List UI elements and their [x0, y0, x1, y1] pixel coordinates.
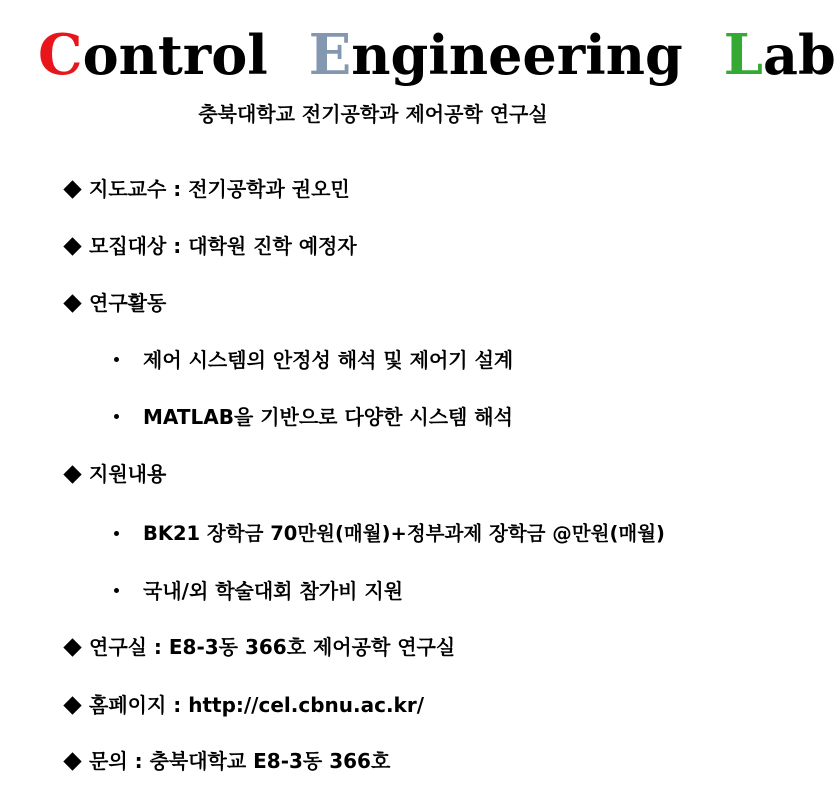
- title-rest-engineering: ngineering: [351, 23, 683, 87]
- advisor-text: 지도교수 : 전기공학과 권오민: [89, 177, 350, 201]
- lab-location-text: 연구실 : E8-3동 366호 제어공학 연구실: [89, 635, 456, 659]
- advisor-line: [62, 174, 350, 204]
- homepage-line: [62, 690, 424, 720]
- title-rest-lab: ab: [762, 23, 836, 87]
- title-initial-l: L: [723, 22, 763, 88]
- activities-line: [62, 288, 166, 318]
- support-sub-2: 국내/외 학술대회 참가비 지원: [143, 579, 404, 603]
- activities-sub-2: MATLAB을 기반으로 다양한 시스템 해석: [143, 405, 513, 429]
- title-word-control: [38, 23, 268, 87]
- diamond-bullet-icon: [63, 465, 81, 483]
- diamond-bullet-icon: [63, 237, 81, 255]
- title-word-engineering: [309, 23, 683, 87]
- homepage-text: 홈페이지 : http://cel.cbnu.ac.kr/: [89, 693, 425, 717]
- recruit-text: 모집대상 : 대학원 진학 예정자: [89, 234, 357, 258]
- diamond-bullet-icon: [63, 696, 81, 714]
- contact-text: 문의 : 충북대학교 E8-3동 366호: [89, 749, 391, 773]
- diamond-bullet-icon: [63, 752, 81, 770]
- subtitle: 충북대학교 전기공학과 제어공학 연구실: [198, 102, 548, 126]
- recruit-line: [62, 231, 357, 261]
- dot-bullet-icon: [114, 531, 119, 536]
- diamond-bullet-icon: [63, 180, 81, 198]
- title-word-lab: [724, 23, 836, 87]
- title-initial-e: E: [308, 22, 352, 88]
- activities-text: 연구활동: [89, 291, 167, 315]
- lab-location-line: [62, 632, 455, 662]
- contact-line: [62, 746, 390, 776]
- support-line: [62, 459, 166, 489]
- activities-sub-1: 제어 시스템의 안정성 해석 및 제어기 설계: [143, 348, 514, 372]
- diamond-bullet-icon: [63, 294, 81, 312]
- support-sub-1: BK21 장학금 70만원(매월)+정부과제 장학금 @만원(매월): [143, 522, 665, 545]
- lab-title: [38, 22, 836, 88]
- dot-bullet-icon: [114, 588, 119, 593]
- support-text: 지원내용: [89, 462, 167, 486]
- dot-bullet-icon: [114, 414, 119, 419]
- title-initial-c: C: [38, 22, 83, 88]
- title-rest-control: ontrol: [82, 23, 268, 87]
- dot-bullet-icon: [114, 357, 119, 362]
- diamond-bullet-icon: [63, 638, 81, 656]
